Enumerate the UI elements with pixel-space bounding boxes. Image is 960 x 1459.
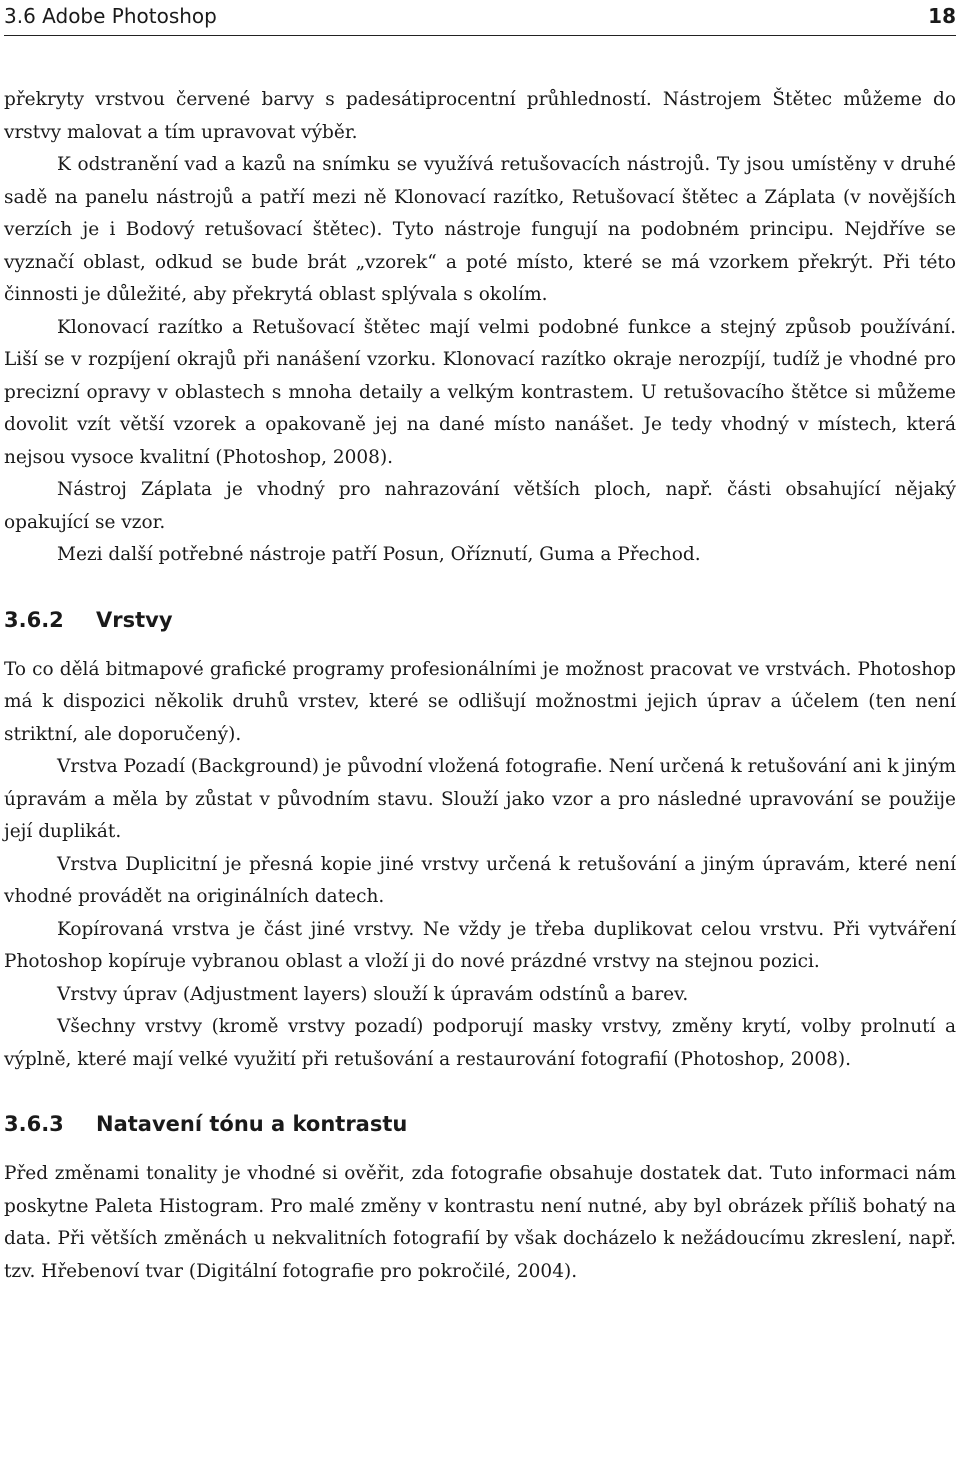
paragraph-continued: překryty vrstvou červené barvy s padesátiprocentní průhledností. Nástrojem Štětec můžeme do vrstvy malovat a tím upravovat výběr. [4,89,956,143]
paragraph-adjustment-layers: Vrstvy úprav (Adjustment layers) slouží k úpravám odstínů a barev. [57,983,689,1005]
header-rule [4,35,956,36]
paragraph-layers-intro: To co dělá bitmapové grafické programy profesionálními je možnost pracovat ve vrstvách. Photoshop má k dispozici několik druhů vrstev, které se odlišují možnostmi jejich úprav a účelem (ten není striktní, ale doporučený). [4,658,956,745]
paragraph-clone-stamp: Klonovací razítko a Retušovací štětec mají velmi podobné funkce a stejný způsob používání. Liší se v rozpíjení okrajů při nanášení vzorku. Klonovací razítko okraje nerozpíjí, tudíž je vhodné pro precizní opravy v oblastech s mnoha detaily a velkým kontrastem. U retušovacího štětce si můžeme dovolit vzít větší vzorek a opakovaně jej na dané místo nanášet. Je tedy vhodný v místech, která nejsou vysoce kvalitní (Photoshop, 2008). [4,316,956,468]
section-title: Vrstvy [96,607,173,632]
section-title: Natavení tónu a kontrastu [96,1112,408,1136]
section-heading-tone-contrast [4,1108,956,1140]
section-number: 3.6.3 [4,1112,64,1136]
running-header [4,2,956,30]
paragraph-retouching-tools: K odstranění vad a kazů na snímku se využívá retušovacích nástrojů. Ty jsou umístěny v druhé sadě na panelu nástrojů a patří mezi ně Klonovací razítko, Retušovací štětec a Záplata (v novějších verzích je i Bodový retušovací štětec). Tyto nástroje fungují na podobném principu. Nejdříve se vyznačí oblast, odkud se bude brát „vzorek“ a poté místo, které se má vzorkem překrýt. Při této činnosti je důležité, aby překrytá oblast splývala s okolím. [4,154,956,305]
paragraph-patch-tool: Nástroj Záplata je vhodný pro nahrazování větších ploch, např. části obsahující nějaký opakující se vzor. [4,479,956,533]
paragraph-duplicate-layer: Vrstva Duplicitní je přesná kopie jiné vrstvy určená k retušování a jiným úpravám, které není vhodné provádět na originálních datech. [4,853,956,907]
header-section-title: 3.6 Adobe Photoshop [4,4,217,28]
section-heading-layers [4,604,956,636]
paragraph-background-layer: Vrstva Pozadí (Background) je původní vložená fotografie. Není určená k retušování ani k jiným úpravám a měla by zůstat v původním stavu. Slouží jako vzor a pro následné upravování se použije její duplikát. [4,756,956,842]
paragraph-other-tools: Mezi další potřebné nástroje patří Posun, Oříznutí, Guma a Přechod. [57,544,701,565]
section-number: 3.6.2 [4,607,64,632]
paragraph-histogram: Před změnami tonality je vhodné si ověřit, zda fotografie obsahuje dostatek dat. Tuto informaci nám poskytne Paleta Histogram. Pro malé změny v kontrastu není nutné, aby byl obrázek příliš bohatý na data. Při větších změnách u nekvalitních fotografií by však docházelo k nežádoucímu zkreslení, např. tzv. Hřebenoví tvar (Digitální fotografie pro pokročilé, 2004). [4,1163,956,1282]
page-number: 18 [928,4,956,28]
body-text [4,84,956,1288]
paragraph-copied-layer: Kopírovaná vrstva je část jiné vrstvy. Ne vždy je třeba duplikovat celou vrstvu. Při vytváření Photoshop kopíruje vybranou oblast a vloží ji do nové prázdné vrstvy na stejnou pozici. [4,918,956,972]
paragraph-layer-masks: Všechny vrstvy (kromě vrstvy pozadí) podporují masky vrstvy, změny krytí, volby prolnutí a výplně, které mají velké využití při retušování a restaurování fotografií (Photoshop, 2008). [4,1016,956,1070]
